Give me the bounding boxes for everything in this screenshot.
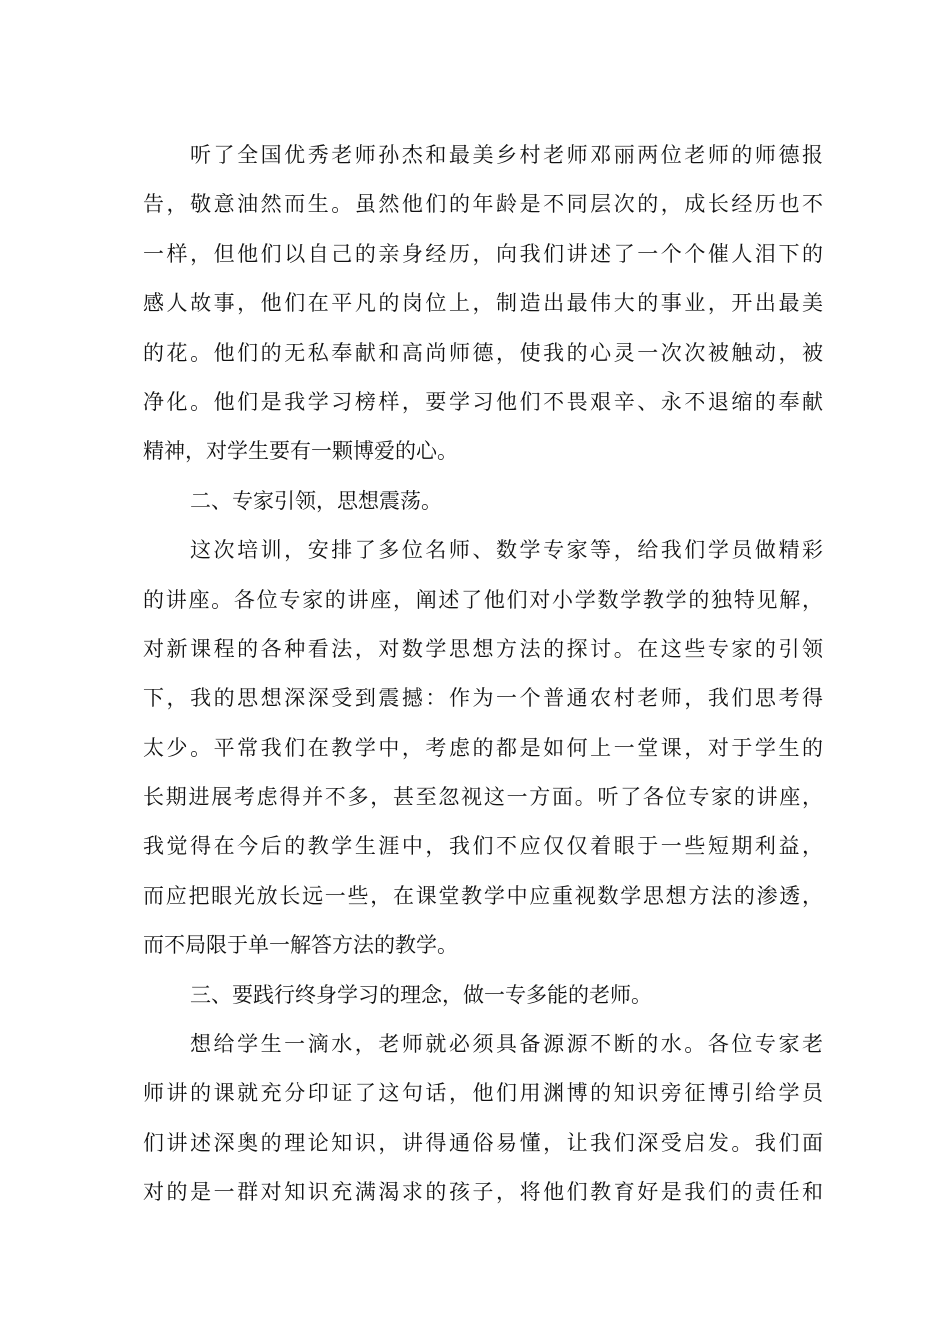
paragraph-2-line-4: 下，我的思想深深受到震撼：作为一个普通农村老师，我们思考得 [143, 686, 823, 711]
paragraph-1-line-7: 精神，对学生要有一颗博爱的心。 [143, 439, 458, 464]
section-heading-3: 三、要践行终身学习的理念，做一专多能的老师。 [190, 982, 652, 1007]
paragraph-1-line-5: 的花。他们的无私奉献和高尚师德，使我的心灵一次次被触动，被 [143, 340, 823, 365]
section-heading-2: 二、专家引领，思想震荡。 [190, 488, 442, 513]
paragraph-1-line-1: 听了全国优秀老师孙杰和最美乡村老师邓丽两位老师的师德报 [190, 143, 823, 167]
paragraph-1-line-2: 告，敬意油然而生。虽然他们的年龄是不同层次的，成长经历也不 [143, 192, 823, 217]
paragraph-2-line-8: 而应把眼光放长远一些，在课堂教学中应重视数学思想方法的渗透， [143, 883, 823, 908]
paragraph-2-line-9: 而不局限于单一解答方法的教学。 [143, 933, 458, 958]
paragraph-2-line-1: 这次培训，安排了多位名师、数学专家等，给我们学员做精彩 [190, 538, 823, 563]
paragraph-2-line-3: 对新课程的各种看法，对数学思想方法的探讨。在这些专家的引领 [143, 636, 823, 661]
paragraph-2-line-5: 太少。平常我们在教学中，考虑的都是如何上一堂课，对于学生的 [143, 735, 823, 760]
paragraph-1-line-6: 净化。他们是我学习榜样，要学习他们不畏艰辛、永不退缩的奉献 [143, 389, 823, 414]
paragraph-2-line-6: 长期进展考虑得并不多，甚至忽视这一方面。听了各位专家的讲座， [143, 785, 823, 810]
paragraph-3-line-3: 们讲述深奥的理论知识，讲得通俗易懂，让我们深受启发。我们面 [143, 1130, 823, 1155]
document-body [143, 131, 823, 1218]
paragraph-1-line-4: 感人故事，他们在平凡的岗位上，制造出最伟大的事业，开出最美 [143, 291, 823, 316]
paragraph-1-line-3: 一样，但他们以自己的亲身经历，向我们讲述了一个个催人泪下的 [143, 241, 823, 266]
paragraph-2-line-2: 的讲座。各位专家的讲座，阐述了他们对小学数学教学的独特见解， [143, 587, 823, 612]
paragraph-3-line-1: 想给学生一滴水，老师就必须具备源源不断的水。各位专家老 [190, 1032, 823, 1057]
paragraph-3-line-2: 师讲的课就充分印证了这句话，他们用渊博的知识旁征博引给学员 [143, 1081, 823, 1106]
paragraph-3-line-4: 对的是一群对知识充满渴求的孩子，将他们教育好是我们的责任和 [143, 1180, 823, 1205]
paragraph-2-line-7: 我觉得在今后的教学生涯中，我们不应仅仅着眼于一些短期利益， [143, 834, 823, 859]
